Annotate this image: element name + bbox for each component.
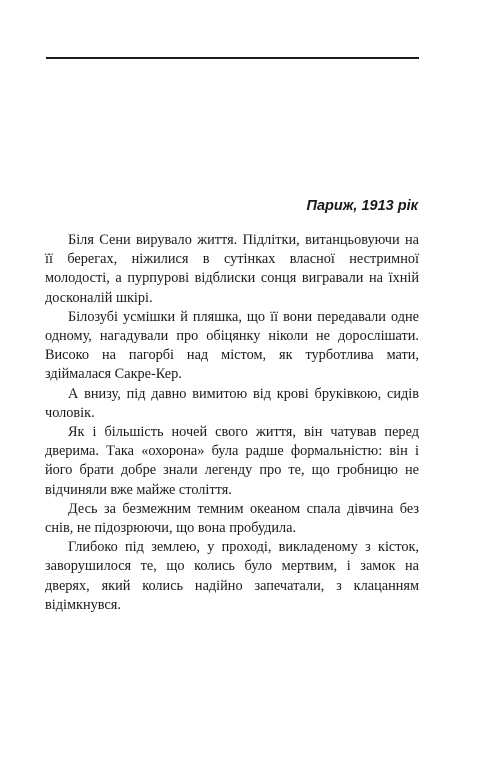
paragraph: Як і більшість ночей свого життя, він чатував перед дверима. Така «охорона» була радше формальністю: він і його брати добре знали легенду про те, що гробницю не відчиняли вже майже століття. [45, 424, 419, 498]
paragraph: Біля Сени вирувало життя. Підлітки, витанцьовуючи на її берегах, ніжилися в сутінках власної нестримної молодості, а пурпурові відблиски сонця вигравали на їхній досконалій шкірі. [45, 232, 419, 306]
text-body [45, 231, 419, 615]
paragraph: Глибоко під землею, у проході, викладеному з кісток, заворушилося те, що колись було мертвим, і замок на дверях, який колись надійно запечатали, з клацанням відімкнувся. [45, 539, 419, 613]
paragraph: А внизу, під давно вимитою від крові бруківкою, сидів чоловік. [45, 385, 419, 421]
paragraph: Білозубі усмішки й пляшка, що її вони передавали одне одному, нагадували про обіцянку ніколи не дорослішати. Високо на пагорбі над містом, як турботлива мати, здіймалася Сакре-Кер. [45, 308, 419, 383]
paragraph: Десь за безмежним темним океаном спала дівчина без снів, не підозрюючи, що вона пробудила. [45, 500, 419, 537]
top-rule [46, 57, 419, 59]
place-date-heading: Париж, 1913 рік [306, 198, 418, 214]
